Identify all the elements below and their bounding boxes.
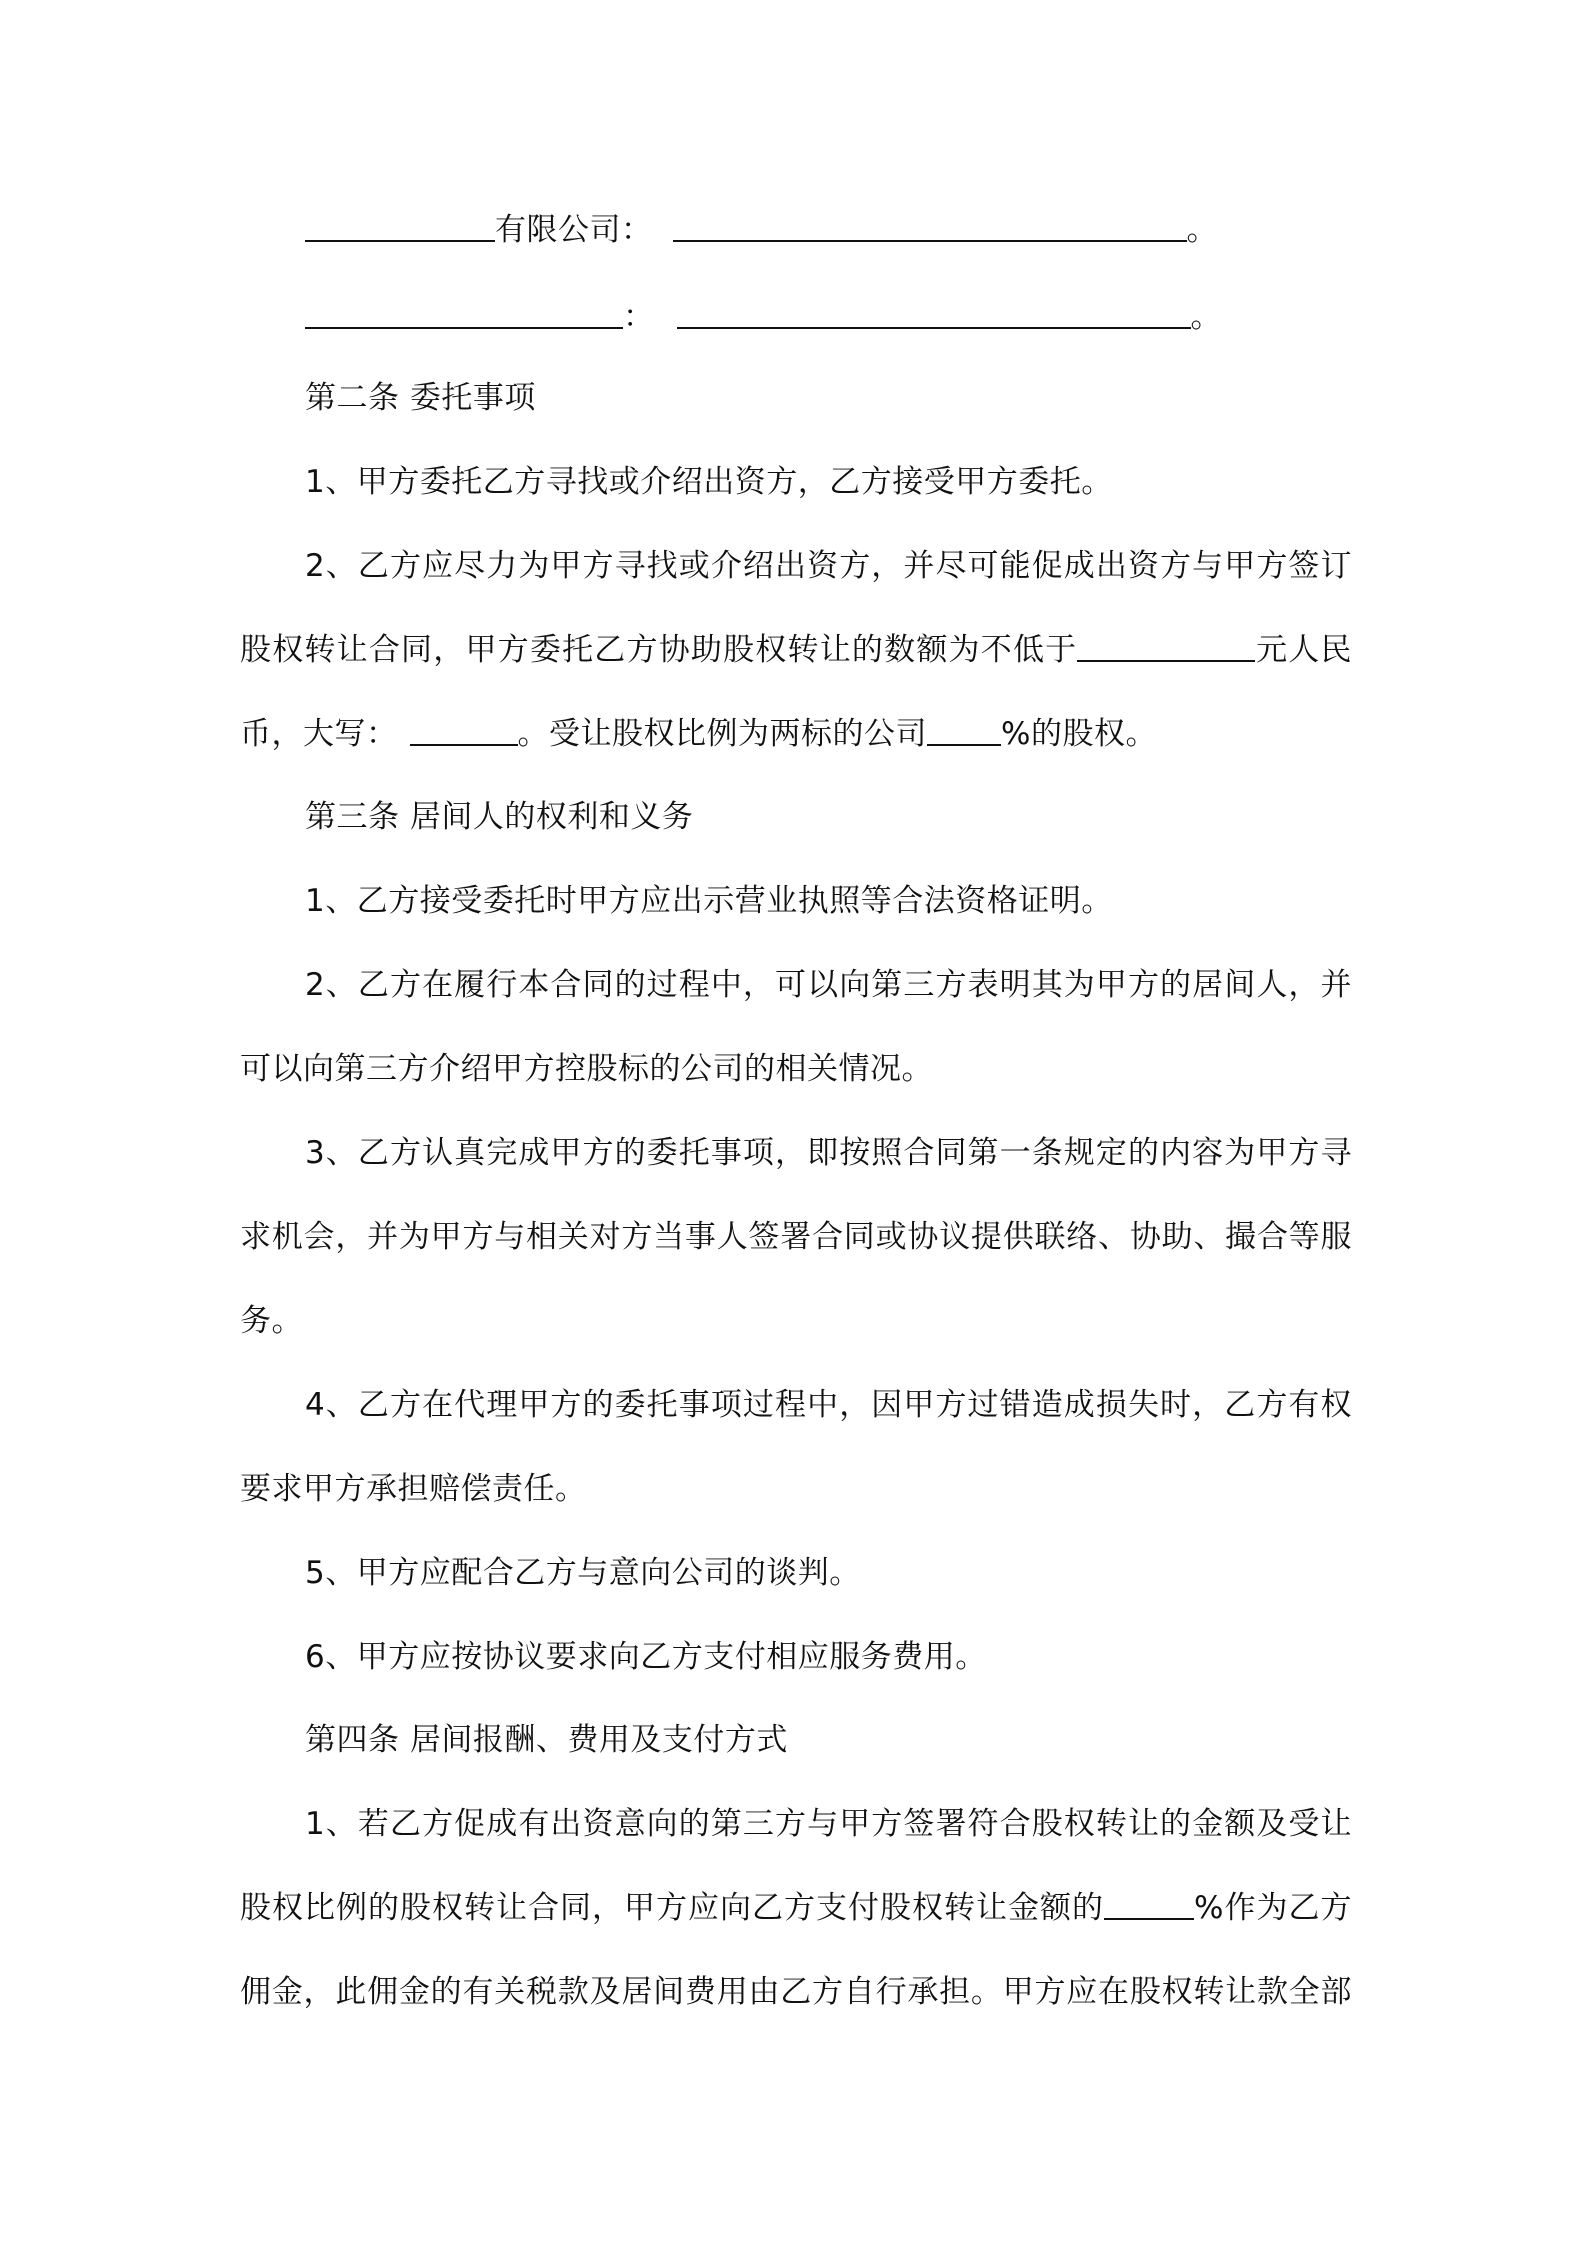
article-4-clause-1-line-1: 1、若乙方促成有出资意向的第三方与甲方签署符合股权转让的金额及受让: [305, 1806, 1352, 1842]
company-name-blank: [305, 210, 495, 242]
blank-field-line: [305, 297, 1352, 337]
clause-text: 股权转让合同，甲方委托乙方协助股权转让的数额为不低于: [240, 632, 1078, 668]
clause-text: 币，大写：: [240, 716, 398, 752]
field-label-blank: [305, 297, 623, 329]
article-2-clause-2-line-3: [240, 714, 1352, 754]
company-line: [305, 210, 1352, 250]
article-2-clause-2-line-1: 2、乙方应尽力为甲方寻找或介绍出资方，并尽可能促成出资方与甲方签订: [305, 548, 1352, 584]
clause-text: %的股权。: [1001, 716, 1157, 752]
article-2-clause-1: 1、甲方委托乙方寻找或介绍出资方，乙方接受甲方委托。: [305, 464, 1113, 500]
clause-text: %作为乙方: [1194, 1890, 1352, 1926]
line-end: 。: [1190, 299, 1222, 335]
article-3-clause-3-line-1: 3、乙方认真完成甲方的委托事项，即按照合同第一条规定的内容为甲方寻: [305, 1135, 1352, 1171]
clause-text: 股权比例的股权转让合同，甲方应向乙方支付股权转让金额的: [240, 1890, 1105, 1926]
article-3-clause-2-line-1: 2、乙方在履行本合同的过程中，可以向第三方表明其为甲方的居间人，并: [305, 967, 1352, 1003]
article-3-clause-2-line-2: 可以向第三方介绍甲方控股标的公司的相关情况。: [240, 1051, 933, 1087]
amount-words-blank: [410, 714, 518, 746]
article-4-clause-1-line-2: [240, 1888, 1352, 1928]
clause-text: 。受让股权比例为两标的公司: [517, 716, 927, 752]
clause-text: 元人民: [1255, 632, 1353, 668]
field-value-blank: [677, 297, 1191, 329]
article-3-clause-3-line-3: 务。: [240, 1303, 303, 1339]
line-end: 。: [1186, 212, 1218, 248]
article-4-title: 第四条 居间报酬、费用及支付方式: [305, 1722, 788, 1758]
article-3-clause-5: 5、甲方应配合乙方与意向公司的谈判。: [305, 1555, 861, 1591]
article-3-title: 第三条 居间人的权利和义务: [305, 799, 694, 835]
article-2-title: 第二条 委托事项: [305, 380, 536, 416]
commission-percent-blank: [1104, 1888, 1194, 1920]
article-3-clause-3-line-2: 求机会，并为甲方与相关对方当事人签署合同或协议提供联络、协助、撮合等服: [240, 1219, 1352, 1255]
article-3-clause-1: 1、乙方接受委托时甲方应出示营业执照等合法资格证明。: [305, 883, 1113, 919]
article-3-clause-6: 6、甲方应按协议要求向乙方支付相应服务费用。: [305, 1639, 987, 1675]
article-4-clause-1-line-3: 佣金，此佣金的有关税款及居间费用由乙方自行承担。甲方应在股权转让款全部: [240, 1974, 1352, 2010]
company-suffix: 有限公司：: [495, 212, 653, 248]
percent-blank: [927, 714, 1001, 746]
field-colon: ：: [623, 299, 655, 335]
article-3-clause-4-line-2: 要求甲方承担赔偿责任。: [240, 1471, 587, 1507]
company-value-blank: [673, 210, 1187, 242]
amount-blank: [1077, 630, 1255, 662]
article-3-clause-4-line-1: 4、乙方在代理甲方的委托事项过程中，因甲方过错造成损失时，乙方有权: [305, 1387, 1352, 1423]
article-2-clause-2-line-2: [240, 630, 1352, 670]
